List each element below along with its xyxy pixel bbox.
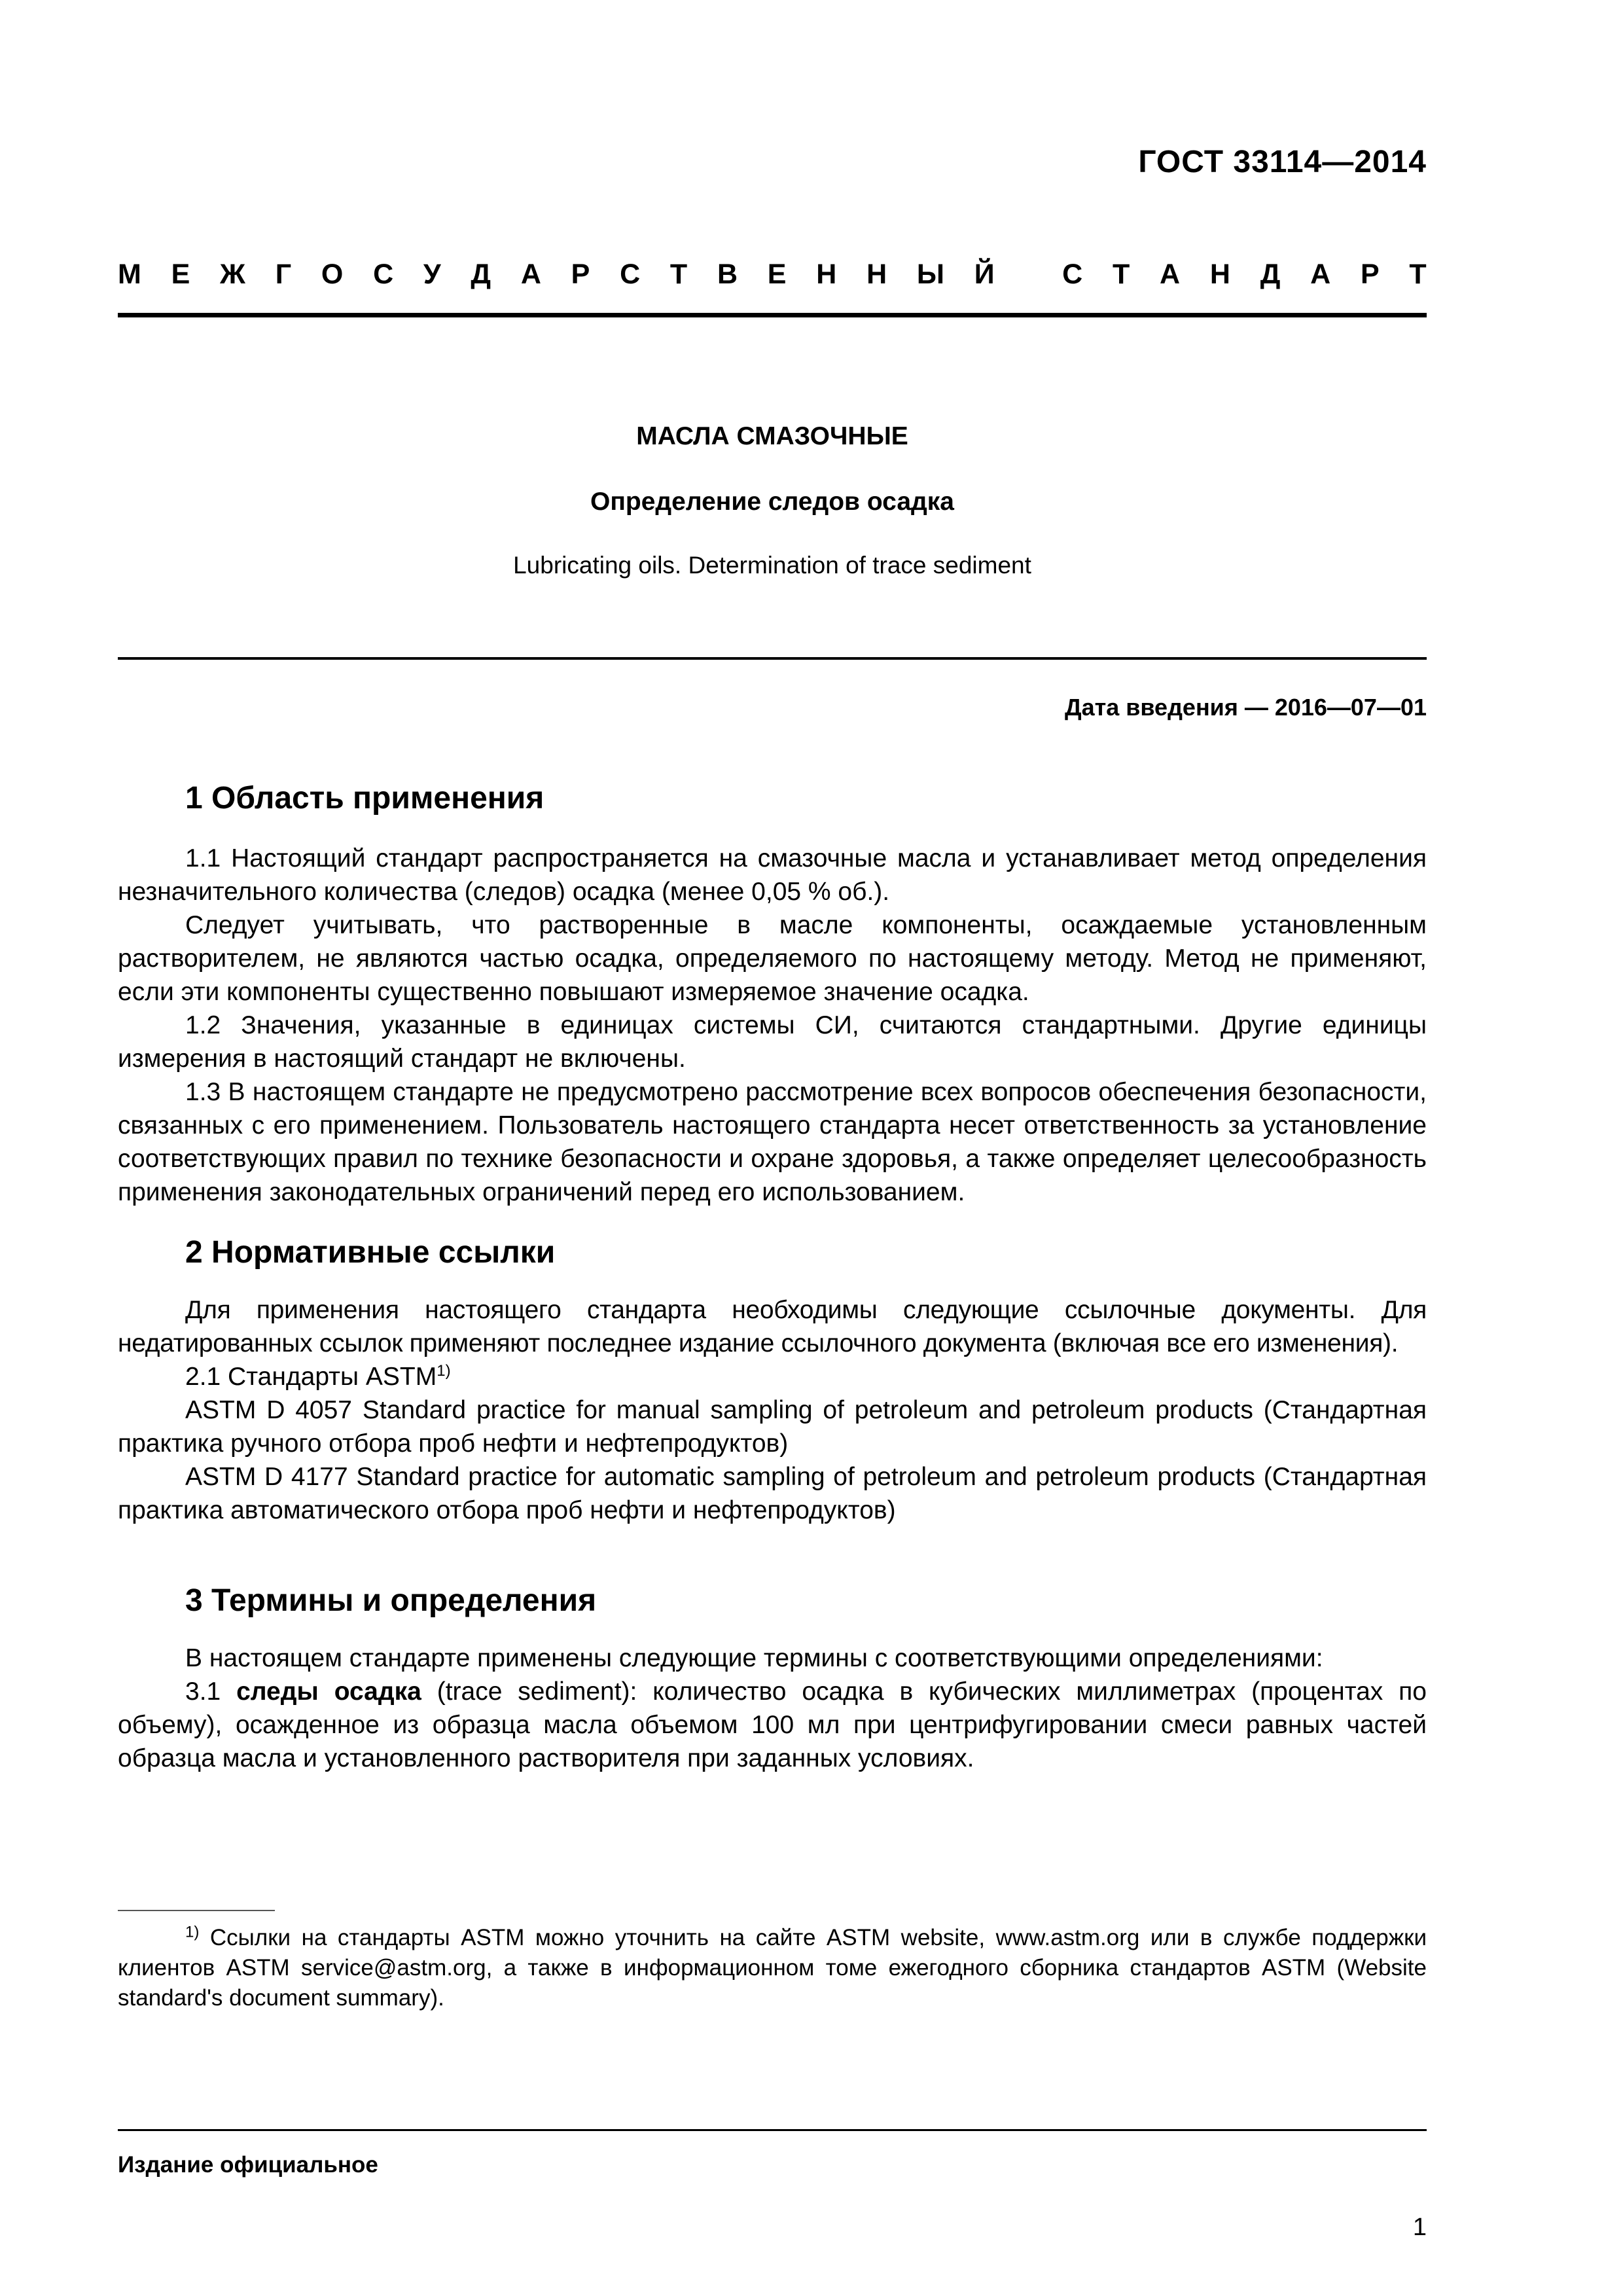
section-3-heading: 3 Термины и определения [185, 1583, 597, 1618]
footnote-marker: 1) [185, 1923, 200, 1941]
section-1-heading: 1 Область применения [185, 781, 544, 816]
title-rule [118, 657, 1427, 660]
footnote-separator [118, 1910, 275, 1911]
introduction-date: Дата введения — 2016—07—01 [1064, 694, 1427, 721]
english-title: Lubricating oils. Determination of trace sediment [513, 552, 1031, 579]
banner-letter: С [1062, 259, 1083, 290]
footnote-text-wrapper [118, 1923, 1427, 2013]
term-number: 3.1 [185, 1677, 221, 1706]
interstate-standard-banner [118, 259, 1427, 291]
footer-rule [118, 2129, 1427, 2131]
banner-letter: А [1160, 259, 1181, 290]
main-title: МАСЛА СМАЗОЧНЫЕ [636, 422, 908, 450]
section-2-heading: 2 Нормативные ссылки [185, 1235, 556, 1270]
banner-letter: А [1310, 259, 1331, 290]
banner-letter: О [321, 259, 344, 290]
banner-letter: Д [1260, 259, 1281, 290]
banner-letter: В [717, 259, 738, 290]
banner-letter: У [423, 259, 441, 290]
banner-letter: Р [1360, 259, 1380, 290]
document-number: ГОСТ 33114—2014 [1138, 145, 1427, 179]
term-definition: (trace sediment): количество осадка в кубических миллиметрах (процентах по объему), осажденное из образца масла объемом 100 мл при центрифугировании смеси равных частей образца масла и установленного растворителя при заданных условиях. [118, 1677, 1427, 1772]
banner-letter: Р [571, 259, 590, 290]
banner-letter: Н [866, 259, 887, 290]
paragraph-1-1: 1.1 Настоящий стандарт распространяется на смазочные масла и устанавливает метод определения незначительного количества (следов) осадка (менее 0,05 % об.). [118, 844, 1427, 906]
banner-letter: Н [1209, 259, 1230, 290]
paragraph-2-1 [118, 1360, 1427, 1393]
paragraph-1-note: Следует учитывать, что растворенные в масле компоненты, осаждаемые установленным растворителем, не являются частью осадка, определяемого по настоящему методу. Метод не применяют, если эти компоненты существенно повышают измеряемое значение осадка. [118, 911, 1427, 1006]
sub-title: Определение следов осадка [590, 488, 955, 516]
paragraph-1-2: 1.2 Значения, указанные в единицах системы СИ, считаются стандартными. Другие единицы измерения в настоящий стандарт не включены. [118, 1011, 1427, 1073]
header-rule [118, 313, 1427, 317]
banner-letter: Т [669, 259, 688, 290]
paragraph-2-intro: Для применения настоящего стандарта необходимы следующие ссылочные документы. Для недатированных ссылок применяют последнее издание ссылочного документа (включая все его изменения). [118, 1296, 1427, 1357]
reference-astm-d4057: ASTM D 4057 Standard practice for manual sampling of petroleum and petroleum products (Стандартная практика ручного отбора проб нефти и нефтепродуктов) [118, 1396, 1427, 1458]
banner-letter: С [620, 259, 641, 290]
astm-label: 2.1 Стандарты ASTM [185, 1363, 437, 1391]
banner-letter: Д [471, 259, 491, 290]
banner-letter: Г [275, 259, 292, 290]
banner-letter: С [373, 259, 394, 290]
section-2-body [118, 1293, 1427, 1527]
banner-letter: Т [1409, 259, 1427, 290]
banner-letter: Й [974, 259, 995, 290]
banner-letter [1024, 259, 1032, 291]
banner-letter: Ж [220, 259, 245, 290]
banner-letter: Т [1113, 259, 1130, 290]
footnote-ref: 1) [437, 1362, 451, 1380]
paragraph-3-intro: В настоящем стандарте применены следующие термины с соответствующими определениями: [185, 1644, 1323, 1672]
banner-letter: А [520, 259, 541, 290]
term-name: следы осадка [236, 1677, 421, 1706]
footnote [118, 1923, 1427, 2013]
section-1-body [118, 842, 1427, 1209]
banner-letter: Е [767, 259, 787, 290]
reference-astm-d4177: ASTM D 4177 Standard practice for automatic sampling of petroleum and petroleum products (Стандартная практика автоматического отбора проб нефти и нефтепродуктов) [118, 1463, 1427, 1524]
banner-letter: М [118, 259, 141, 290]
official-edition-label: Издание официальное [118, 2152, 378, 2178]
banner-letter: Е [171, 259, 190, 290]
page-number: 1 [1412, 2214, 1427, 2241]
paragraph-1-3: 1.3 В настоящем стандарте не предусмотрено рассмотрение всех вопросов обеспечения безопасности, связанных с его применением. Пользователь настоящего стандарта несет ответственность за установление соответствующих правил по технике безопасности и охране здоровья, а также определяет целесообразность применения законодательных ограничений перед его использованием. [118, 1078, 1427, 1206]
banner-letter: Н [816, 259, 837, 290]
banner-letter: Ы [916, 259, 945, 290]
section-3-body [118, 1641, 1427, 1775]
paragraph-3-1 [118, 1675, 1427, 1775]
footnote-text: Ссылки на стандарты ASTM можно уточнить на сайте ASTM website, www.astm.org или в службе поддержки клиентов ASTM service@astm.org, а также в информационном томе ежегодного сборника стандартов ASTM (Website standard's document summary). [118, 1925, 1427, 2011]
